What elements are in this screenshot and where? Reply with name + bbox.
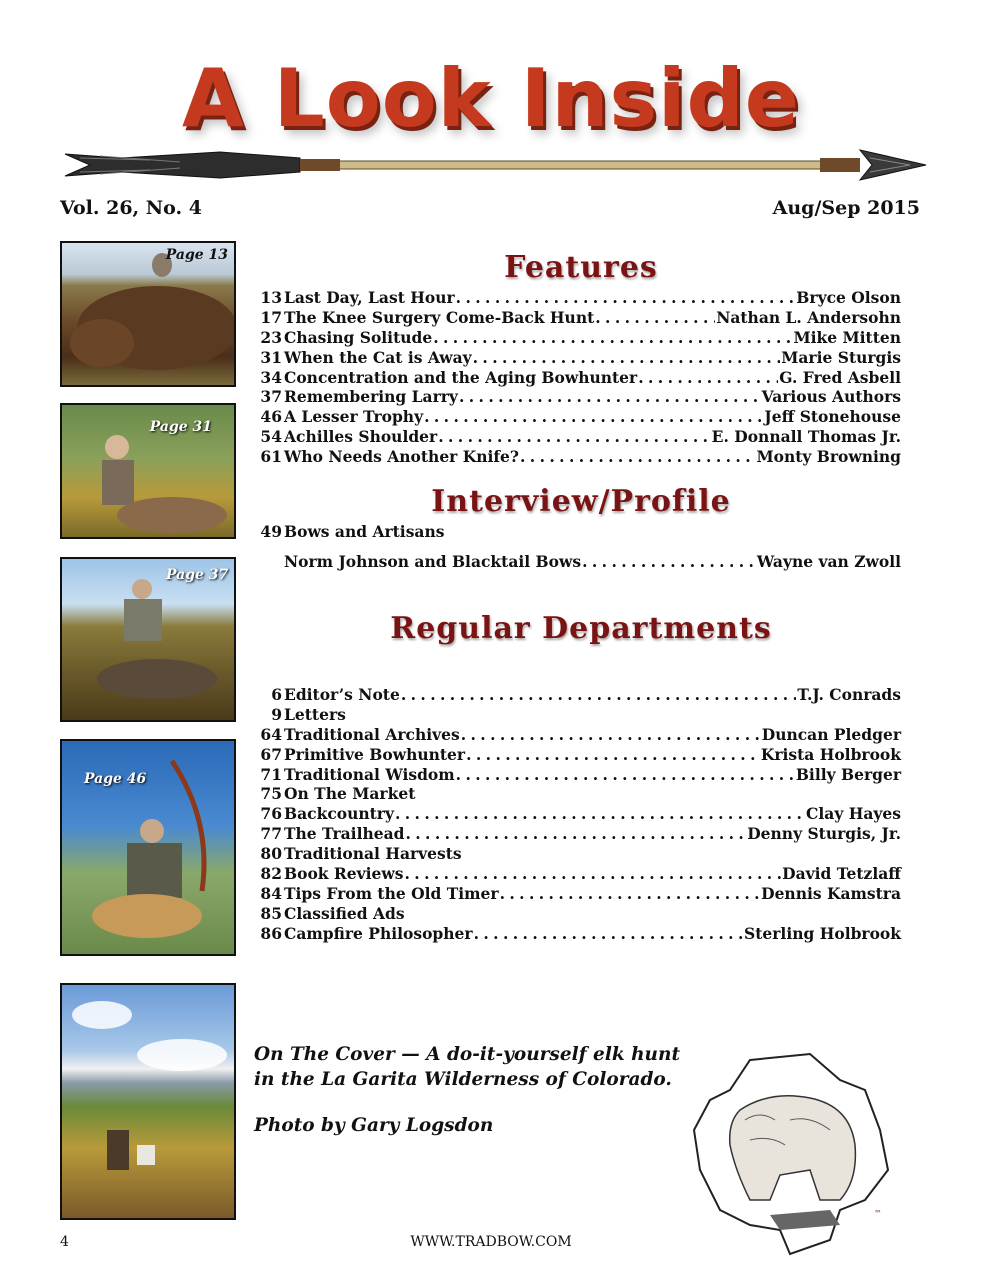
departments-list: [252, 685, 901, 944]
leader-dots: [405, 824, 746, 844]
toc-title: Editor’s Note: [284, 685, 400, 704]
toc-title: Concentration and the Aging Bowhunter: [284, 367, 638, 387]
toc-page: 31: [260, 347, 282, 367]
leader-dots: [466, 745, 760, 765]
features-list: [252, 288, 901, 467]
toc-title: On The Market: [284, 784, 416, 804]
leader-dots: [424, 407, 763, 427]
toc-title: Who Needs Another Knife?: [284, 447, 519, 467]
hunter-caribou-shape: [62, 559, 234, 720]
toc-row[interactable]: [252, 784, 901, 804]
toc-row[interactable]: [252, 884, 901, 904]
toc-title: Book Reviews: [284, 864, 404, 884]
toc-page: 61: [260, 447, 282, 467]
photo-caption: Page 46: [84, 771, 147, 787]
toc-author: Duncan Pledger: [761, 724, 901, 744]
toc-row[interactable]: [252, 407, 901, 427]
toc-title: Backcountry: [284, 804, 394, 824]
toc-title: Traditional Harvests: [284, 844, 462, 864]
leader-dots: [595, 308, 715, 328]
leader-dots: [395, 804, 805, 824]
toc-author: Wayne van Zwoll: [756, 551, 901, 571]
leader-dots: [456, 765, 795, 785]
toc-title: Chasing Solitude: [284, 327, 433, 347]
website-url[interactable]: WWW.TRADBOW.COM: [410, 1234, 572, 1250]
toc-author: Sterling Holbrook: [744, 923, 901, 943]
toc-page: 67: [260, 744, 282, 764]
toc-page: 17: [260, 307, 282, 327]
toc-title: Traditional Wisdom: [284, 764, 455, 784]
toc-page: 76: [260, 804, 282, 824]
toc-page: 49: [260, 522, 282, 541]
leader-dots: [433, 328, 792, 348]
toc-row[interactable]: [252, 765, 901, 785]
leader-dots: [473, 348, 781, 368]
toc-author: Dennis Kamstra: [761, 883, 901, 903]
toc-row[interactable]: [252, 427, 901, 447]
photo-credit: Photo by Gary Logsdon: [254, 1115, 494, 1136]
toc-row[interactable]: [252, 924, 901, 944]
toc-title: Primitive Bowhunter: [284, 744, 466, 764]
toc-row[interactable]: [252, 844, 901, 864]
leader-dots: [461, 725, 761, 745]
leader-dots: [582, 552, 756, 572]
toc-author: David Tetzlaff: [782, 864, 901, 884]
toc-page: 71: [260, 764, 282, 784]
toc-title: Bows and Artisans: [284, 522, 445, 541]
toc-page: 82: [260, 864, 282, 884]
toc-subtitle: Norm Johnson and Blacktail Bows: [284, 551, 582, 571]
photo-caption: Page 13: [165, 247, 228, 263]
cover-landscape-shape: [62, 985, 234, 1218]
toc-page: 86: [260, 923, 282, 943]
photo-pronghorn: [60, 739, 236, 956]
leader-dots: [459, 387, 761, 407]
toc-author: Clay Hayes: [806, 804, 901, 824]
toc-author: Monty Browning: [756, 447, 901, 467]
photo-caption: Page 37: [166, 567, 229, 583]
toc-row[interactable]: [252, 328, 901, 348]
toc-page: 46: [260, 407, 282, 427]
photo-caption: Page 31: [149, 419, 212, 435]
toc-row[interactable]: [252, 368, 901, 388]
toc-row[interactable]: [252, 804, 901, 824]
toc-title: Tips From the Old Timer: [284, 883, 499, 903]
toc-row[interactable]: [252, 725, 901, 745]
toc-row[interactable]: [252, 288, 901, 308]
toc-title: When the Cat is Away: [284, 347, 472, 367]
toc-row[interactable]: [252, 705, 901, 725]
page-title: A Look Inside: [182, 52, 800, 145]
toc-author: Jeff Stonehouse: [764, 407, 901, 427]
leader-dots: [438, 427, 710, 447]
toc-page: 54: [260, 427, 282, 447]
toc-page: 85: [260, 903, 282, 923]
toc-title: The Knee Surgery Come-Back Hunt: [284, 307, 595, 327]
page-number: 4: [60, 1234, 69, 1250]
volume-number: Vol. 26, No. 4: [60, 197, 202, 219]
toc-page: 34: [260, 367, 282, 387]
toc-author: T.J. Conrads: [797, 685, 901, 704]
toc-page: 23: [260, 327, 282, 347]
toc-row[interactable]: [252, 904, 901, 924]
toc-author: G. Fred Asbell: [779, 367, 901, 387]
toc-author: Krista Holbrook: [760, 744, 901, 764]
toc-row[interactable]: [252, 552, 901, 572]
toc-row[interactable]: [252, 348, 901, 368]
leader-dots: [500, 884, 761, 904]
toc-author: Marie Sturgis: [781, 347, 901, 367]
toc-author: Various Authors: [761, 387, 901, 407]
toc-author: E. Donnall Thomas Jr.: [711, 427, 901, 447]
cover-description: On The Cover — A do-it-yourself elk hunt in the La Garita Wilderness of Colorado.: [254, 1044, 680, 1090]
toc-author: Bryce Olson: [796, 288, 901, 307]
toc-title: Letters: [284, 704, 346, 724]
leader-dots: [401, 685, 797, 705]
toc-title: Last Day, Last Hour: [284, 288, 455, 307]
toc-author: Mike Mitten: [793, 327, 901, 347]
toc-row[interactable]: [252, 824, 901, 844]
toc-author: Billy Berger: [795, 764, 901, 784]
toc-title: Campfire Philosopher: [284, 923, 473, 943]
photo-bear: [60, 241, 236, 387]
leader-dots: [474, 924, 743, 944]
toc-title: Classified Ads: [284, 903, 405, 923]
leader-dots: [520, 447, 755, 467]
toc-page: 6: [271, 685, 282, 704]
toc-page: 75: [260, 784, 282, 804]
toc-author: Denny Sturgis, Jr.: [747, 824, 901, 844]
toc-title: A Lesser Trophy: [284, 407, 424, 427]
trademark-symbol: ™: [874, 1209, 882, 1218]
bear-shape: [62, 243, 234, 385]
toc-title: Achilles Shoulder: [284, 427, 438, 447]
toc-title: Remembering Larry: [284, 387, 458, 407]
toc-row[interactable]: [252, 685, 901, 705]
features-heading: Features: [504, 250, 658, 285]
toc-row[interactable]: [252, 864, 901, 884]
toc-page: 84: [260, 883, 282, 903]
toc-page: 37: [260, 387, 282, 407]
toc-page: 80: [260, 844, 282, 864]
departments-heading: Regular Departments: [390, 611, 772, 646]
toc-row[interactable]: [252, 745, 901, 765]
toc-title: Traditional Archives: [284, 724, 460, 744]
toc-row[interactable]: [252, 522, 901, 542]
toc-row[interactable]: [252, 447, 901, 467]
cover-note: [254, 1042, 694, 1159]
interview-heading: Interview/Profile: [431, 484, 731, 519]
toc-page: 9: [271, 704, 282, 724]
toc-page: 77: [260, 824, 282, 844]
photo-cover: [60, 983, 236, 1220]
buffalo-arrowhead-logo: [690, 1050, 892, 1256]
leader-dots: [638, 368, 778, 388]
toc-title: The Trailhead: [284, 824, 405, 844]
leader-dots: [456, 288, 796, 308]
arrow-illustration: [60, 140, 928, 190]
photo-deer: [60, 403, 236, 539]
toc-row[interactable]: [252, 308, 901, 328]
issue-date: Aug/Sep 2015: [772, 197, 920, 219]
photo-caribou: [60, 557, 236, 722]
leader-dots: [404, 864, 781, 884]
toc-page: 13: [260, 288, 282, 307]
toc-page: 64: [260, 724, 282, 744]
interview-list: [252, 522, 901, 572]
toc-row[interactable]: [252, 387, 901, 407]
toc-author: Nathan L. Andersohn: [716, 307, 901, 327]
